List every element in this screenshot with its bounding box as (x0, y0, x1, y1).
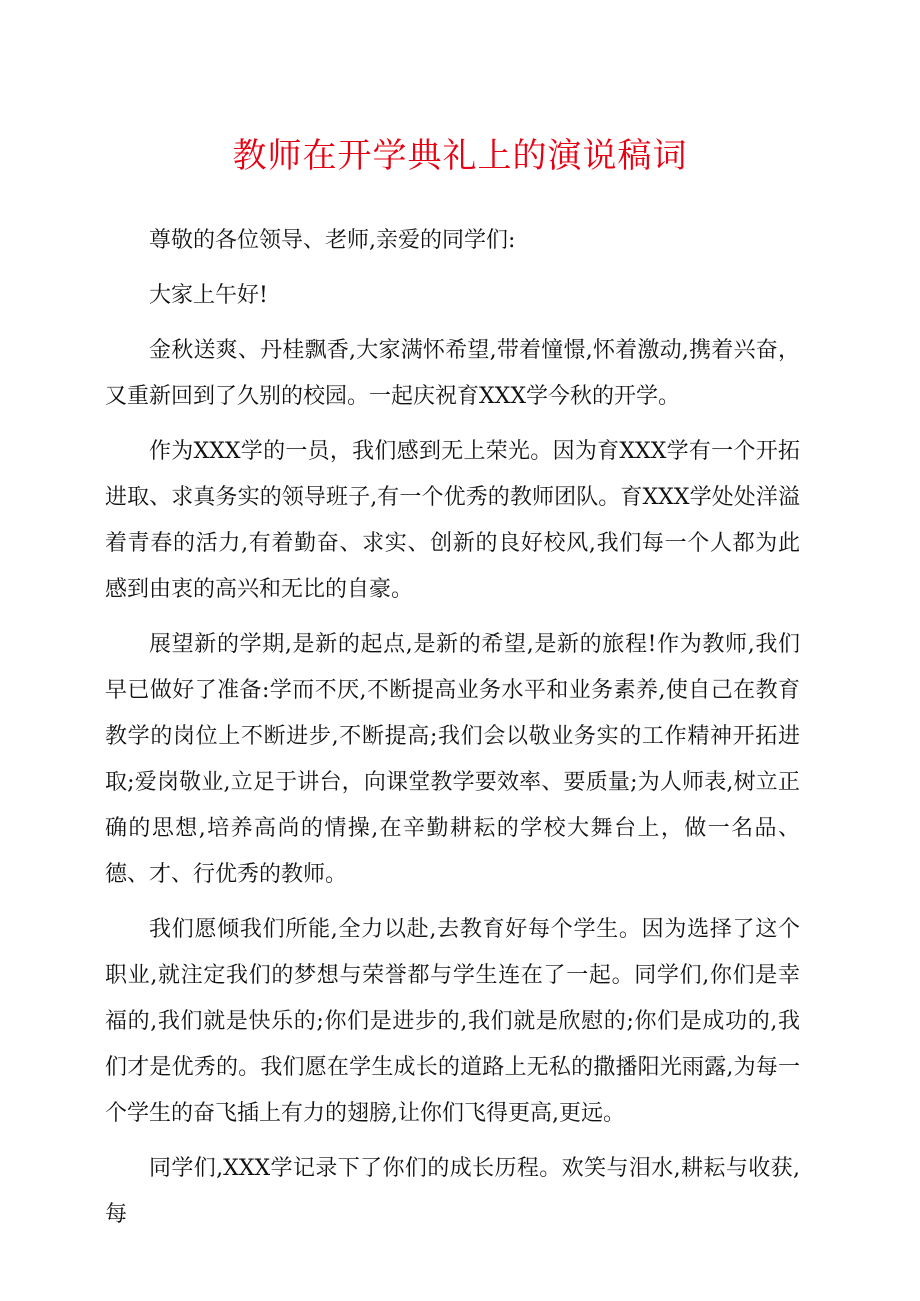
paragraph-new-term: 展望新的学期,是新的起点,是新的希望,是新的旅程!作为教师,我们早已做好了准备:学而不厌,不断提高业务水平和业务素养,使自己在教育教学的岗位上不断进步,不断提高;我们会以敬业务实的工作精神开拓进取;爱岗敬业,立足于讲台，向课堂教学要效率、要质量;为人师表,树立正确的思想,培养高尚的情操,在辛勤耕耘的学校大舞台上，做一名品、德、才、行优秀的教师。 (105, 632, 800, 887)
paragraph-students: 同学们,XXX学记录下了你们的成长历程。欢笑与泪水,耕耘与收获,每 (105, 1156, 800, 1227)
paragraph-autumn: 金秋送爽、丹桂飘香,大家满怀希望,带着憧憬,怀着激动,携着兴奋，又重新回到了久别的校园。一起庆祝育XXX学今秋的开学。 (105, 338, 800, 409)
document-title: 教师在开学典礼上的演说稿词 (232, 136, 688, 176)
paragraph-greeting: 大家上午好! (149, 283, 268, 308)
paragraph-commitment: 我们愿倾我们所能,全力以赴,去教育好每个学生。因为选择了这个职业,就注定我们的梦想与荣誉都与学生连在了一起。同学们,你们是幸福的,我们就是快乐的;你们是进步的,我们就是欣慰的;你们是成功的,我们才是优秀的。我们愿在学生成长的道路上无私的撒播阳光雨露,为每一个学生的奋飞插上有力的翅膀,让你们飞得更高,更远。 (105, 917, 800, 1126)
paragraph-honor: 作为XXX学的一员，我们感到无上荣光。因为育XXX学有一个开拓进取、求真务实的领导班子,有一个优秀的教师团队。育XXX学处处洋溢着青春的活力,有着勤奋、求实、创新的良好校风,我们每一个人都为此感到由衷的高兴和无比的自豪。 (105, 439, 800, 602)
document-body (105, 218, 800, 1247)
paragraph-salutation: 尊敬的各位领导、老师,亲爱的同学们: (149, 228, 516, 253)
